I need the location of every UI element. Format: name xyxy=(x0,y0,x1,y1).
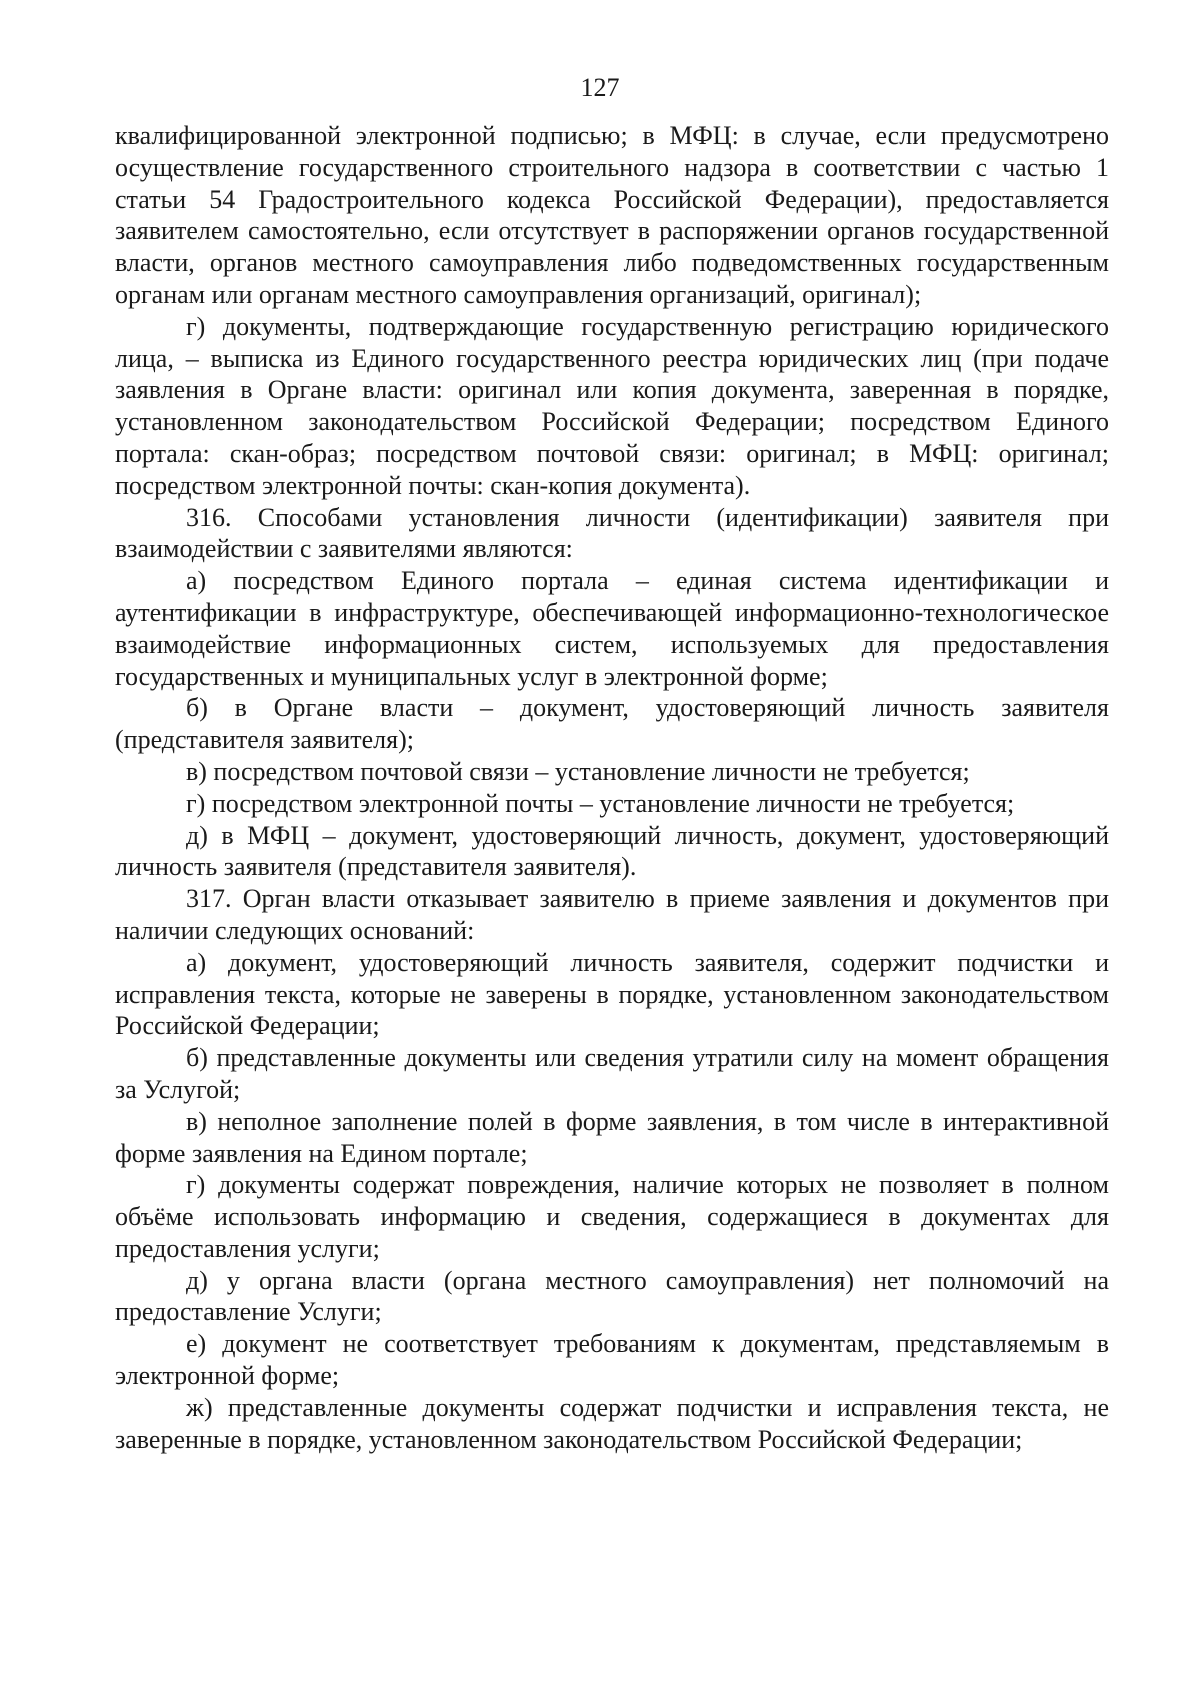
paragraph-316-a: а) посредством Единого портала – единая система идентификации и аутентификации в инфраструктуре, обеспечивающей информационно-технологическое взаимодействие информационных систем, используемых для предоставления государственных и муниципальных услуг в электронной форме; xyxy=(115,566,1109,691)
paragraph-item-g-legal-entity: г) документы, подтверждающие государственную регистрацию юридического лица, – выписка из Единого государственного реестра юридических лиц (при подаче заявления в Органе власти: оригинал или копия документа, заверенная в порядке, установленном законодательством Российской Федерации; посредством Единого портала: скан-образ; посредством почтовой связи: оригинал; в МФЦ: оригинал; посредством электронной почты: скан-копия документа). xyxy=(115,311,1109,500)
paragraph-316-v: в) посредством почтовой связи – установление личности не требуется; xyxy=(186,756,970,786)
page-number: 127 xyxy=(580,73,620,102)
paragraph-317-e: е) документ не соответствует требованиям к документам, представляемым в электронной форме; xyxy=(115,1329,1109,1391)
paragraph-317-zh: ж) представленные документы содержат подчистки и исправления текста, не заверенные в порядке, установленном законодательством Российской Федерации; xyxy=(115,1392,1109,1454)
paragraph-317-v: в) неполное заполнение полей в форме заявления, в том числе в интерактивной форме заявления на Едином портале; xyxy=(115,1106,1109,1168)
paragraph-317-b: б) представленные документы или сведения утратили силу на момент обращения за Услугой; xyxy=(115,1043,1109,1104)
paragraph-316: 316. Способами установления личности (идентификации) заявителя при взаимодействии с заявителями являются: xyxy=(115,502,1109,564)
paragraph-317-g: г) документы содержат повреждения, наличие которых не позволяет в полном объёме использовать информацию и сведения, содержащиеся в документах для предоставления услуги; xyxy=(115,1170,1109,1263)
document-body xyxy=(115,120,1109,1455)
paragraph-316-b: б) в Органе власти – документ, удостоверяющий личность заявителя (представителя заявителя); xyxy=(115,693,1109,755)
paragraph-317: 317. Орган власти отказывает заявителю в приеме заявления и документов при наличии следующих оснований: xyxy=(115,884,1109,945)
paragraph-316-g: г) посредством электронной почты – установление личности не требуется; xyxy=(186,788,1015,818)
paragraph-316-d: д) в МФЦ – документ, удостоверяющий личность, документ, удостоверяющий личность заявителя (представителя заявителя). xyxy=(115,820,1109,882)
paragraph-317-a: а) документ, удостоверяющий личность заявителя, содержит подчистки и исправления текста, которые не заверены в порядке, установленном законодательством Российской Федерации; xyxy=(115,947,1109,1041)
paragraph-317-d: д) у органа власти (органа местного самоуправления) нет полномочий на предоставление Услуги; xyxy=(115,1265,1109,1327)
paragraph-continuation: квалифицированной электронной подписью; в МФЦ: в случае, если предусмотрено осуществление государственного строительного надзора в соответствии с частью 1 статьи 54 Градостроительного кодекса Российской Федерации), предоставляется заявителем самостоятельно, если отсутствует в распоряжении органов государственной власти, органов местного самоуправления либо подведомственных государственным органам или органам местного самоуправления организаций, оригинал); xyxy=(115,121,1109,309)
